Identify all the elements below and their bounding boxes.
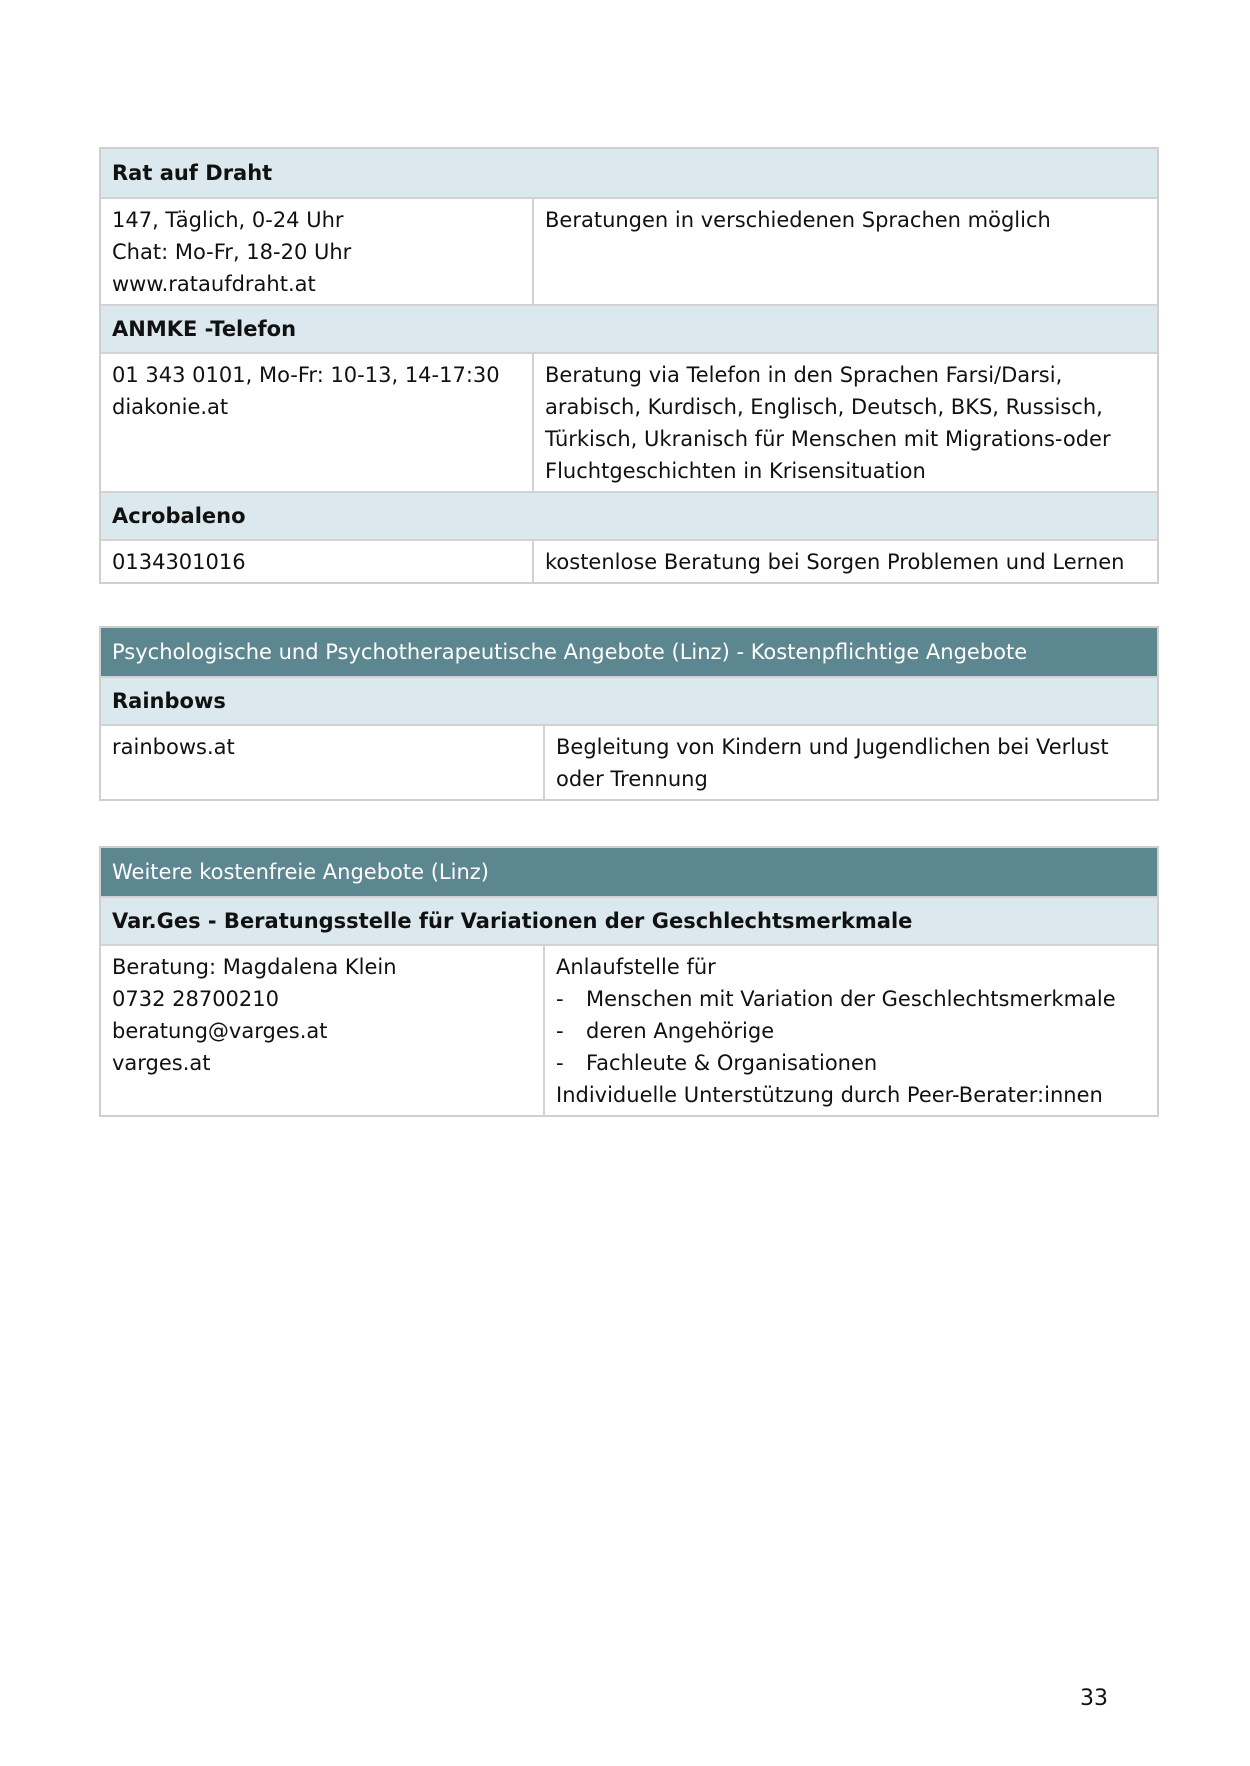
- section-title-varges: [101, 896, 1157, 944]
- section-title-rat-auf-draht: [101, 149, 1157, 197]
- contact-cell: [101, 726, 545, 799]
- section-body-acrobaleno: [101, 539, 1157, 582]
- contact-line: beratung@varges.at: [112, 1019, 328, 1043]
- bullet-marker: -: [556, 987, 564, 1011]
- contacts-table-2: [99, 626, 1159, 801]
- section-title-anmke-telefon: [101, 304, 1157, 352]
- contact-line: 0732 28700210: [112, 987, 280, 1011]
- table-header-title: Weitere kostenfreie Angebote (Linz): [112, 860, 489, 884]
- contact-line: Chat: Mo-Fr, 18-20 Uhr: [112, 240, 352, 264]
- description-cell: [545, 946, 1157, 1115]
- description-intro: Anlaufstelle für: [556, 955, 716, 979]
- section-title: Var.Ges - Beratungsstelle für Variationen der Geschlechtsmerkmale: [112, 909, 913, 933]
- description-cell: [534, 199, 1157, 304]
- description-line: arabisch, Kurdisch, Englisch, Deutsch, BKS, Russisch,: [545, 395, 1103, 419]
- description-line: Beratungen in verschiedenen Sprachen möglich: [545, 208, 1051, 232]
- contact-line: 0134301016: [112, 550, 246, 574]
- contact-line: 01 343 0101, Mo-Fr: 10-13, 14-17:30: [112, 363, 500, 387]
- section-title-rainbows: [101, 676, 1157, 724]
- page-number: 33: [1080, 1686, 1108, 1711]
- contact-line: www.rataufdraht.at: [112, 272, 316, 296]
- contacts-table-3: [99, 846, 1159, 1117]
- bullet-text: deren Angehörige: [586, 1019, 775, 1043]
- contact-line: 147, Täglich, 0-24 Uhr: [112, 208, 344, 232]
- contact-cell: [101, 199, 534, 304]
- table-header-title: Psychologische und Psychotherapeutische Angebote (Linz) - Kostenpflichtige Angebote: [112, 640, 1028, 664]
- section-body-rainbows: [101, 724, 1157, 799]
- contact-cell: [101, 541, 534, 582]
- contact-cell: [101, 354, 534, 491]
- bullet-marker: -: [556, 1051, 564, 1075]
- section-title: ANMKE -Telefon: [112, 317, 297, 341]
- contact-line: diakonie.at: [112, 395, 229, 419]
- description-line: Türkisch, Ukranisch für Menschen mit Migrations-oder: [545, 427, 1111, 451]
- bullet-item: [556, 983, 1146, 1015]
- section-title: Rainbows: [112, 689, 226, 713]
- section-title-acrobaleno: [101, 491, 1157, 539]
- description-line: oder Trennung: [556, 767, 708, 791]
- description-cell: [545, 726, 1157, 799]
- bullet-marker: -: [556, 1019, 564, 1043]
- description-line: Beratung via Telefon in den Sprachen Farsi/Darsi,: [545, 363, 1063, 387]
- contact-cell: [101, 946, 545, 1115]
- description-outro: Individuelle Unterstützung durch Peer-Berater:innen: [556, 1083, 1103, 1107]
- bullet-item: [556, 1015, 1146, 1047]
- table-header: [101, 848, 1157, 896]
- bullet-text: Menschen mit Variation der Geschlechtsmerkmale: [586, 987, 1116, 1011]
- contact-line: varges.at: [112, 1051, 211, 1075]
- description-cell: [534, 354, 1157, 491]
- section-body-anmke-telefon: [101, 352, 1157, 491]
- description-line: Fluchtgeschichten in Krisensituation: [545, 459, 926, 483]
- contact-line: Beratung: Magdalena Klein: [112, 955, 397, 979]
- description-line: kostenlose Beratung bei Sorgen Problemen und Lernen: [545, 550, 1125, 574]
- section-body-rat-auf-draht: [101, 197, 1157, 304]
- bullet-item: [556, 1047, 1146, 1079]
- description-cell: [534, 541, 1157, 582]
- table-header: [101, 628, 1157, 676]
- description-line: Begleitung von Kindern und Jugendlichen bei Verlust: [556, 735, 1109, 759]
- section-title: Acrobaleno: [112, 504, 246, 528]
- section-body-varges: [101, 944, 1157, 1115]
- section-title: Rat auf Draht: [112, 161, 273, 185]
- contact-line: rainbows.at: [112, 735, 235, 759]
- contacts-table-1: [99, 147, 1159, 584]
- bullet-text: Fachleute & Organisationen: [586, 1051, 878, 1075]
